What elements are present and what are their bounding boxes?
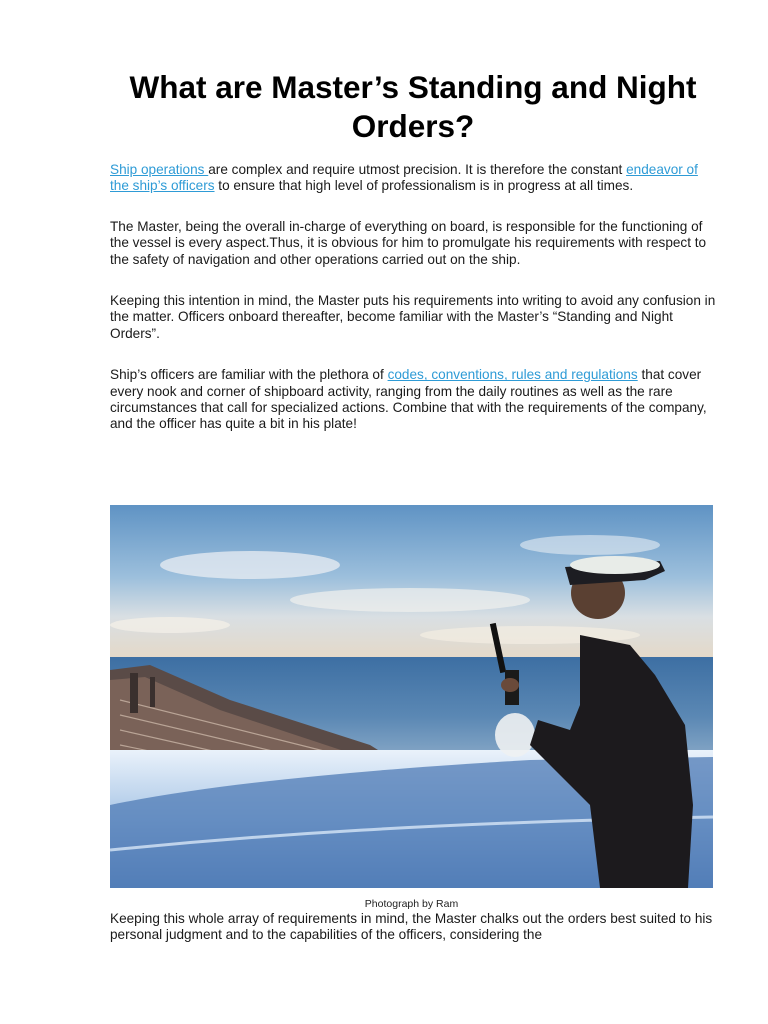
paragraph-intention: Keeping this intention in mind, the Master puts his requirements into writing to avoid any confusion in the matter. Officers onboard thereafter, become familiar with the Master’s “Standing and Night Orders”. — [110, 293, 716, 341]
article-title: What are Master’s Standing and Night Orders? — [129, 69, 697, 144]
paragraph-intro — [110, 162, 716, 195]
link-officers-endeavor[interactable]: endeavor of the ship’s officers — [110, 162, 698, 194]
article-photo — [110, 505, 713, 888]
paragraph-master-role: The Master, being the overall in-charge of everything on board, is responsible for the functioning of the vessel is every aspect.Thus, it is obvious for him to promulgate his requirements with respect to the safety of navigation and other operations carried out on the ship. — [110, 218, 707, 267]
paragraph-orders: Keeping this whole array of requirements in mind, the Master chalks out the orders best suited to his personal judgment and to the capabilities of the officers, considering the — [110, 911, 713, 943]
photo-caption: Photograph by Ram — [364, 898, 459, 910]
paragraph-officers — [110, 367, 716, 433]
link-codes-conventions[interactable]: codes, conventions, rules and regulations — [387, 367, 638, 383]
paragraph-text: are complex and require utmost precision. It is therefore the constant — [208, 162, 627, 177]
link-ship-operations[interactable]: Ship operations — [110, 162, 209, 177]
paragraph-text: that cover every nook and corner of shipboard activity, ranging from the daily routines as well as the rare circumstances that call for specialized actions. Combine that with the requirements of the company, and the officer has quite a bit in his plate! — [110, 367, 707, 432]
article — [110, 68, 716, 433]
paragraph-text: to ensure that high level of professionalism is in progress at all times. — [214, 178, 634, 194]
paragraph-text: Ship’s officers are familiar with the plethora of — [110, 367, 388, 383]
